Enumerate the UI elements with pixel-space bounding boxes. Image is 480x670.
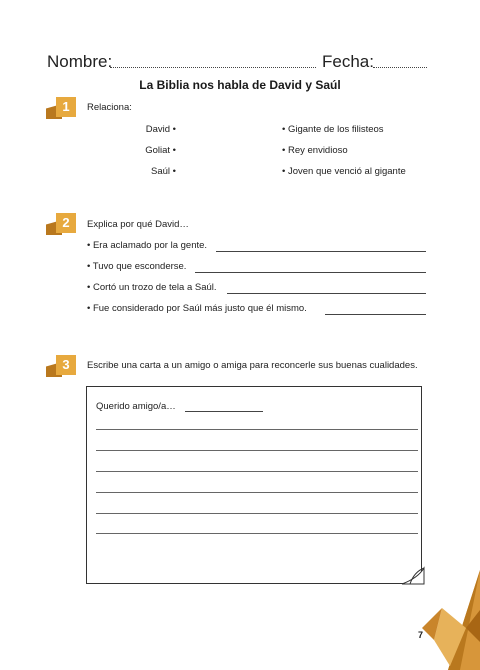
writing-line[interactable] [96, 512, 418, 514]
question-item: • Era aclamado por la gente. [87, 240, 208, 251]
section-1-badge [46, 97, 76, 119]
date-field[interactable] [373, 66, 427, 68]
section-2-instruction: Explica por qué David… [87, 219, 189, 230]
match-left-item[interactable]: David • [145, 124, 176, 135]
answer-line[interactable] [216, 250, 426, 252]
page-title: La Biblia nos habla de David y Saúl [139, 78, 341, 92]
match-right-item[interactable]: • Gigante de los filisteos [282, 124, 384, 135]
name-label: Nombre: [47, 52, 113, 71]
match-right-item[interactable]: • Rey envidioso [282, 145, 348, 156]
writing-line[interactable] [96, 449, 418, 451]
writing-line[interactable] [96, 428, 418, 430]
section-3-instruction: Escribe una carta a un amigo o amiga para reconcerle sus buenas cualidades. [87, 360, 418, 371]
addressee-line[interactable] [185, 410, 263, 412]
section-1-number: 1 [56, 97, 76, 117]
answer-line[interactable] [195, 271, 426, 273]
writing-line[interactable] [96, 470, 418, 472]
letter-salutation: Querido amigo/a… [96, 401, 176, 412]
match-left-item[interactable]: Saúl • [151, 166, 176, 177]
date-label: Fecha: [322, 52, 374, 71]
writing-line[interactable] [96, 491, 418, 493]
question-item: • Cortó un trozo de tela a Saúl. [87, 282, 217, 293]
letter-box[interactable] [86, 386, 422, 584]
answer-line[interactable] [325, 313, 426, 315]
name-field[interactable] [110, 66, 316, 68]
section-2-number: 2 [56, 213, 76, 233]
question-item: • Fue considerado por Saúl más justo que él mismo. [87, 303, 307, 314]
writing-line[interactable] [96, 532, 418, 534]
section-3-badge [46, 355, 76, 377]
section-3-number: 3 [56, 355, 76, 375]
question-item: • Tuvo que esconderse. [87, 261, 187, 272]
page-number: 7 [418, 630, 424, 640]
match-right-item[interactable]: • Joven que venció al gigante [282, 166, 406, 177]
origami-corner-decoration [420, 570, 480, 670]
answer-line[interactable] [227, 292, 426, 294]
section-2-badge [46, 213, 76, 235]
match-left-item[interactable]: Goliat • [145, 145, 176, 156]
section-1-instruction: Relaciona: [87, 102, 132, 113]
